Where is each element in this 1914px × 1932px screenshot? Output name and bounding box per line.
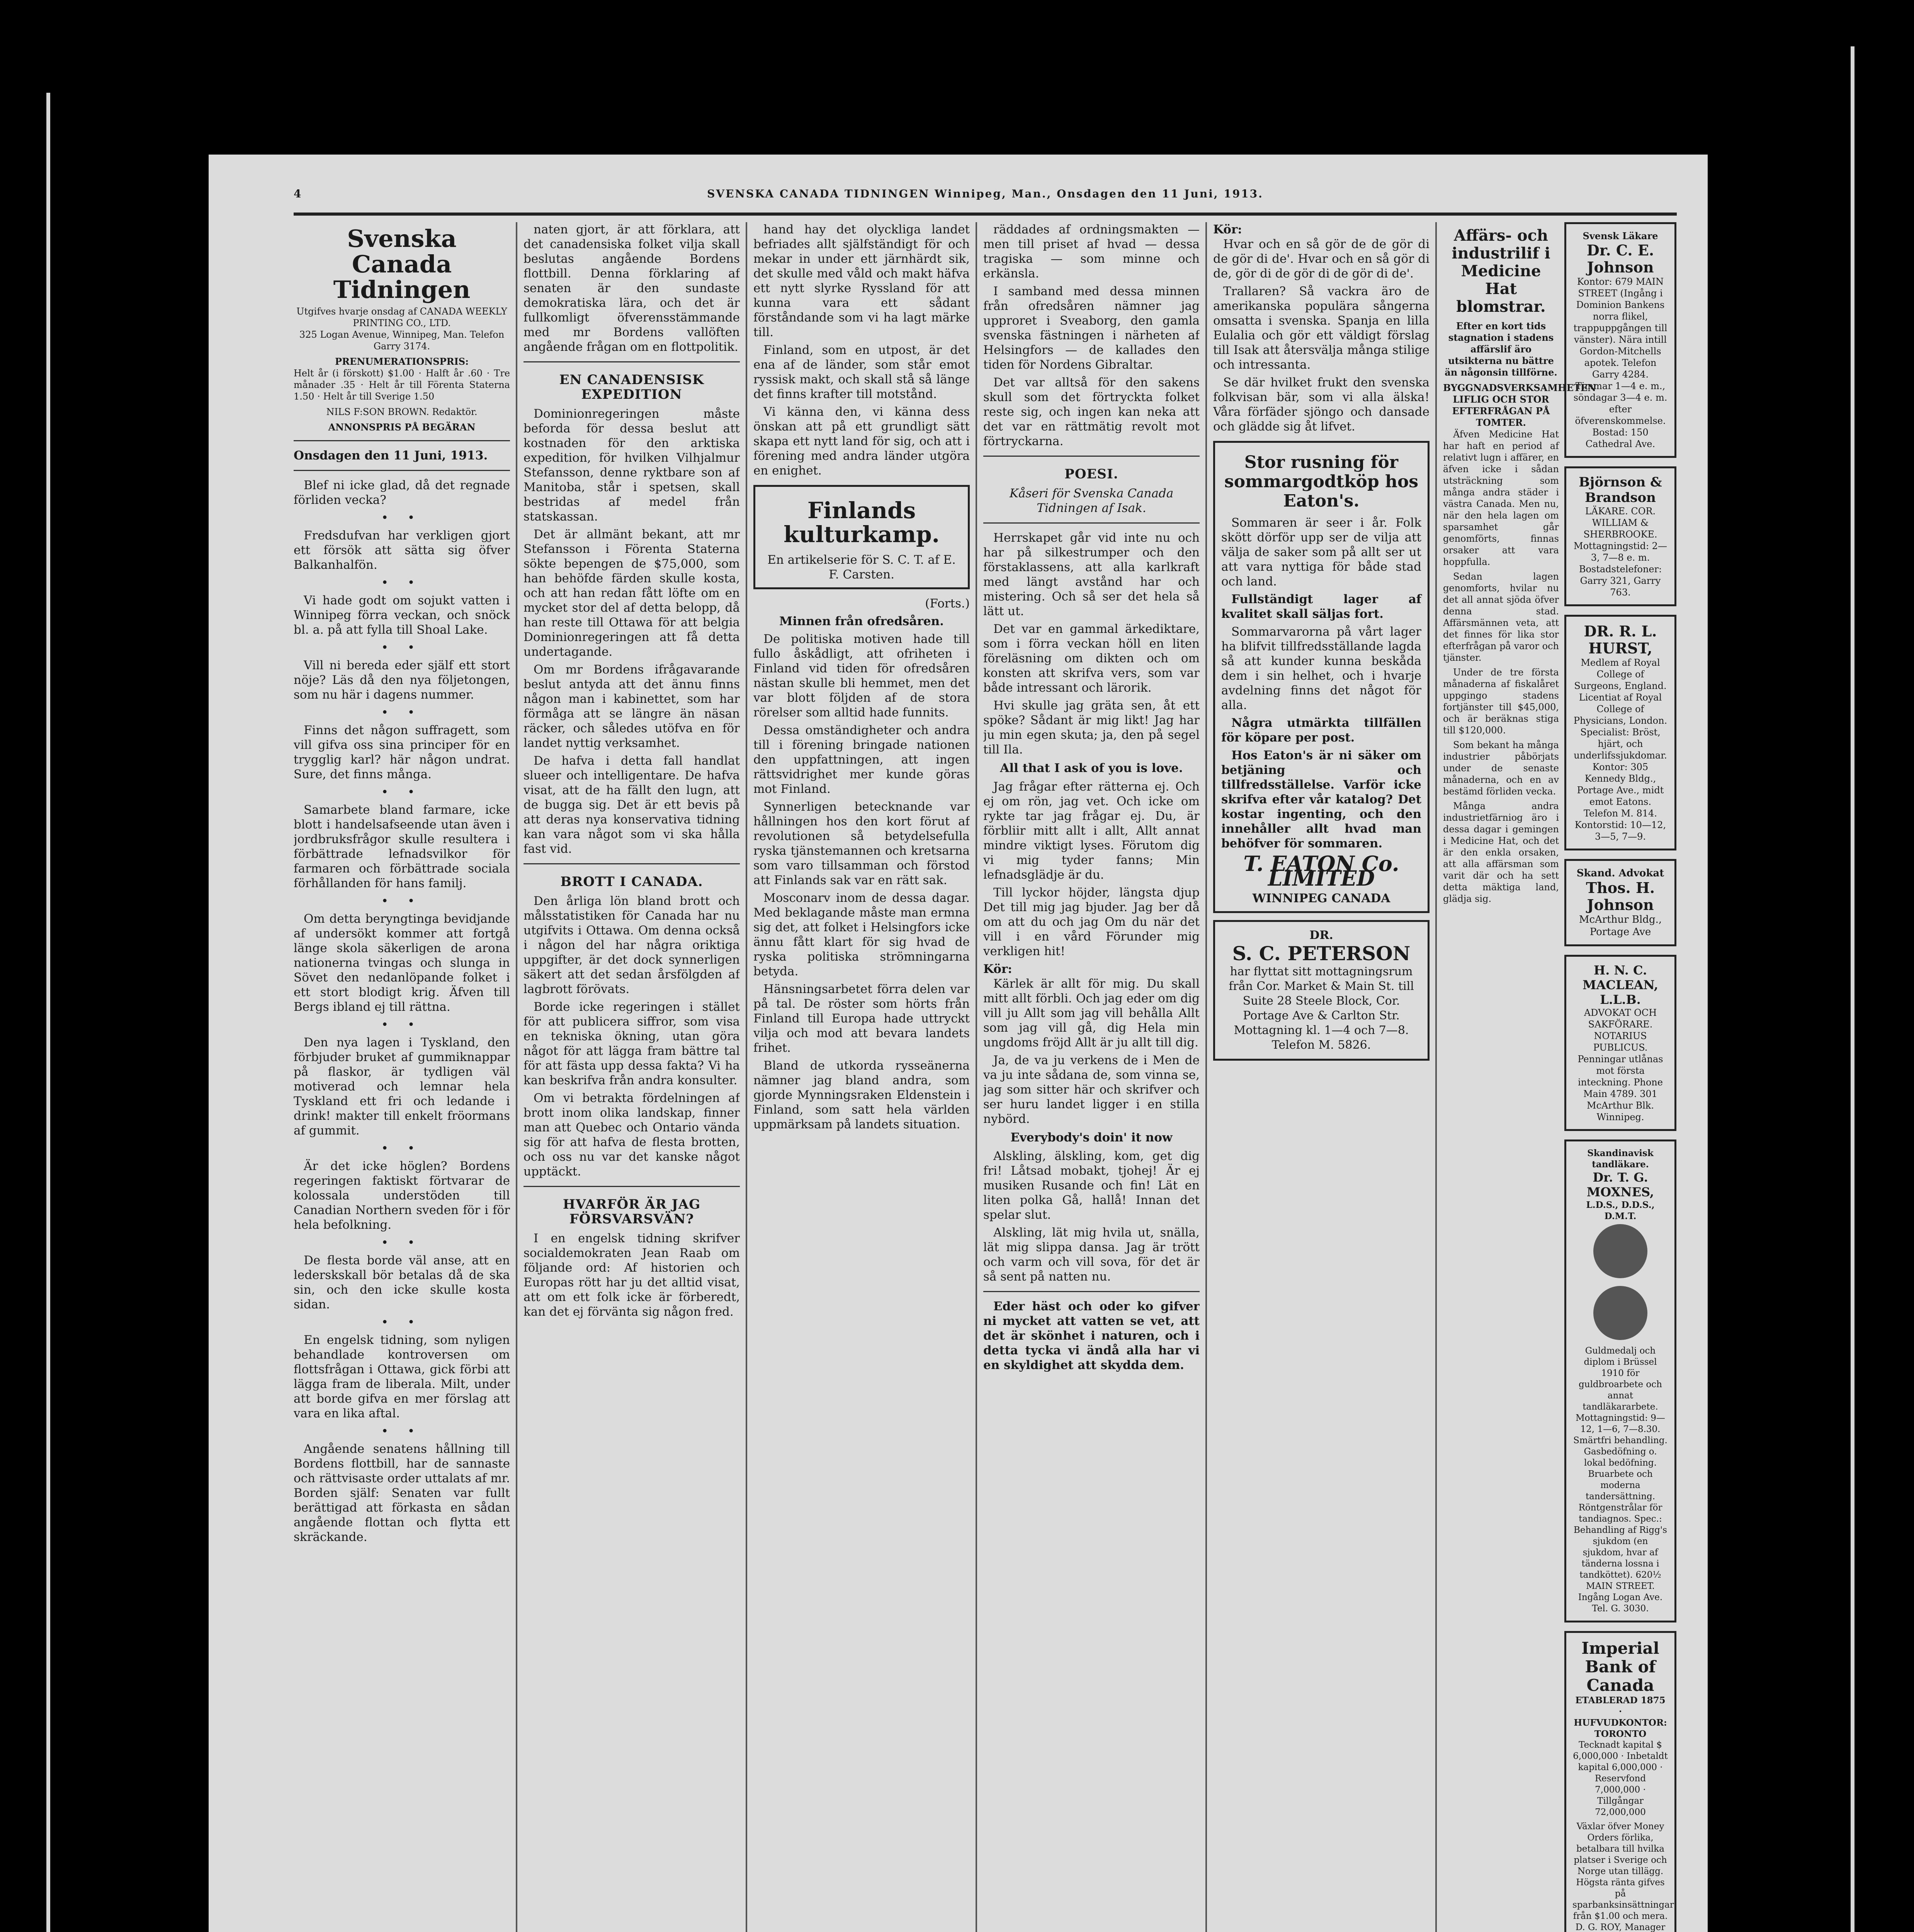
finland-title: Finlands kulturkamp.: [784, 497, 940, 548]
subscription-heading: PRENUMERATIONSPRIS:: [335, 356, 469, 367]
column-3: [753, 222, 970, 1932]
article-paragraph: Hänsningsarbetet förra delen var på tal. De röster som hörts från Finland till Europa hade uttryckt vilja och mod att bevara landets frihet.: [753, 982, 970, 1055]
doctor-details: Medlem af Royal College of Surgeons, England. Licentiat af Royal College of Physicians, London. Specialist: Bröst, hjärt, och underlifssjukdomar. Kontor: 305 Kennedy Bldg., Portage Ave., midt emot Eatons. Telefon M. 814. Kontorstid: 10—12, 3—5, 7—9.: [1573, 657, 1668, 842]
medal-portraits: [1572, 1222, 1668, 1345]
page-number: 4: [294, 187, 303, 200]
article-heading-expedition: EN CANADENSISK EXPEDITION: [559, 372, 704, 402]
section-subheading: Minnen från ofredsåren.: [779, 614, 944, 628]
article-paragraph: Vi känna den, vi känna dess önskan att på ett grundligt sätt skapa ett nytt land för sig, och att i förening med andra länder utgöra en enighet.: [753, 405, 970, 478]
article-paragraph: hand hay det olyckliga landet befriades allt själfständigt för och mekar in under ett järnhärdt sik, det skulle med våld och makt häfva ett nytt slyrke Ryssland för att kunna vara ett sådant förståndande som vi ha lagt märke till.: [753, 223, 970, 339]
medicine-hat-headline: Affärs- och industrilif i Medicine Hat blomstrar.: [1452, 226, 1550, 316]
poetry-heading: POESI.: [1064, 466, 1118, 482]
ad-paragraph: Sommaren är seer i år. Folk skött dörför upp ser de vilja att välja de saker som på allt ser ut att vara nyttiga för både stad och land.: [1221, 516, 1421, 588]
bank-details: Växlar öfver Money Orders förlika, betalbara till hvilka platser i Sverige och Norge utan tillägg. Högsta ränta gifves på sparbanksinsättningar från $1.00 och mera. D. G. ROY, Manager: [1572, 1821, 1674, 1932]
chorus-label: Kör:: [983, 962, 1012, 976]
article-paragraph: Eder häst och oder ko gifver ni mycket att vatten se vet, att det är skönhet i naturen, och i detta tycka vi ändå alla har vi en skyldighet att skydda dem.: [983, 1299, 1200, 1372]
moxnes-advertisement: [1564, 1139, 1676, 1622]
divider: [524, 361, 740, 362]
column-2: [524, 222, 740, 1932]
professional-ads: [1564, 222, 1676, 1932]
header-rule: [294, 213, 1677, 216]
editorial-paragraph: Fredsdufvan har verkligen gjort ett försök att sätta sig öfver Balkanhalfön.: [294, 529, 510, 572]
verse: Kärlek är allt för mig. Du skall mitt allt förbli. Och jag eder om dig vill ju Allt som jag vill behålla Allt som jag vill gå, dig Hela min ungdoms fröjd Allt är ju allt till dig.: [983, 977, 1200, 1049]
newspaper-page: [209, 155, 1708, 1932]
separator: • •: [381, 1236, 423, 1250]
editorial-paragraph: Om detta beryngtinga bevidjande af undersökt kommer att fortgå länge skola säkerligen de arona nationerna tvingas och slunga in Sövet den nedanlöpande folket i ett stort blodigt krig. Äfven till Bergs ibland ej till rättna.: [294, 912, 510, 1014]
verse: Alskling, älskling, kom, get dig fri! Låtsad mobakt, tjohej! Är ej musiken Rusande och fin! Lät en liten polka Gå, hallå! Innan det spelar slut.: [983, 1149, 1200, 1222]
editorial-paragraph: Blef ni icke glad, då det regnade förliden vecka?: [294, 478, 510, 507]
dentist-details: Guldmedalj och diplom i Brüssel 1910 för guldbroarbete och annat tandläkararbete. Mottagningstid: 9—12, 1—6, 7—8.30. Smärtfri behandling. Gasbedöfning o. lokal bedöfning. Bruarbete och moderna tandersättning. Röntgenstrålar för tandiagnos. Spec.: Behandling af Rigg's sjukdom (en sjukdom, hvar af tänderna lossna i tandköttet). 620½ MAIN STREET. Ingång Logan Ave. Tel. G. 3030.: [1573, 1346, 1668, 1614]
separator: • •: [381, 785, 423, 799]
article-paragraph: De politiska motiven hade till fullo åskådligt, att ofriheten i Finland vid tiden för ofredsåren nästan skulle bli hemmet, men det var blott följden af de stora rörelser som alltid hade funnits.: [753, 632, 970, 719]
article-paragraph: Hvi skulle jag gräta sen, åt ett spöke? Sådant är mig likt! Jag har ju min egen skuta; ja, den på segel till Ila.: [983, 699, 1200, 757]
publisher-address: 325 Logan Avenue, Winnipeg, Man. Telefon Garry 3174.: [299, 329, 505, 352]
article-paragraph: Dominionregeringen måste beforda för dessa beslut att kostnaden för den arktiska expedition, för hvilken Vilhjalmur Stefansson, denne ryktbare son af Manitoba, står i spetsen, skall bestridas af medel från statskassan.: [524, 407, 740, 524]
doctor-name: S. C. PETERSON: [1232, 942, 1411, 965]
issue-date: Onsdagen den 11 Juni, 1913.: [294, 449, 488, 463]
ad-label: Skandinavisk tandläkare.: [1587, 1148, 1654, 1170]
column-rule: [516, 222, 517, 1932]
separator: • •: [381, 641, 423, 655]
bank-figures: Tecknadt kapital $ 6,000,000 · Inbetaldt kapital 6,000,000 · Reservfond 7,000,000 · Tillgångar 72,000,000: [1573, 1740, 1668, 1817]
article-paragraph: Det är allmänt bekant, att mr Stefansson i Förenta Staterna sökte bepengen de $75,000, som han behöfde färden skulle kosta, och att han redan fått löfte om en mycket stor del af detta belopp, då han reste till Ottawa för att belgia Dominionregeringen att få detta undertagande.: [524, 527, 740, 659]
medal-portrait-icon: [1593, 1286, 1647, 1340]
article-paragraph: Som bekant ha många industrier påbörjats under de senaste månaderna, och en av bestämd förliden vecka.: [1443, 740, 1559, 797]
dentist-degrees: L.D.S., D.D.S., D.M.T.: [1586, 1200, 1655, 1221]
doctor-details: Kontor: 679 MAIN STREET (Ingång i Dominion Bankens norra flikel, trappuppgången till vänster). Nära intill Gordon-Mitchells apotek. Telefon Garry 4284. Timmar 1—4 e. m., söndagar 3—4 e. m. efter öfverenskommelse. Bostad: 150 Cathedral Ave.: [1573, 276, 1668, 449]
publisher-line: Utgifves hvarje onsdag af CANADA WEEKLY PRINTING CO., LTD.: [296, 306, 507, 328]
editorial-paragraph: Finns det någon suffragett, som vill gifva oss sina principer för en trygglig karl? här någon undrat. Sure, det finns många.: [294, 723, 510, 781]
verse: Alskling, lät mig hvila ut, snälla, lät mig slippa dansa. Jag är trött och varm och vill sova, för det är så sent på natten nu.: [983, 1226, 1200, 1284]
column-6: [1443, 222, 1677, 1932]
johnson-lawyer-advertisement: [1564, 859, 1676, 946]
verse: Hvar och en så gör de de gör di de gör di de'. Hvar och en så gör di de, gör di de gör di de gör di de'.: [1213, 237, 1430, 281]
johnson-advertisement: [1564, 222, 1676, 458]
article-paragraph: Finland, som en utpost, är det ena af de länder, som står emot ryssisk makt, och skall stå så länge det finns krafter till motstånd.: [753, 343, 970, 401]
separator: • •: [381, 706, 423, 719]
ad-paragraph: Sommarvarorna på vårt lager ha blifvit tillfredsställande lagda så att kunder kunna beskåda dem i sin helhet, och i hvarje avdelning finns det något för alla.: [1221, 625, 1421, 712]
article-paragraph: räddades af ordningsmakten — men till priset af hvad — dessa tragiska — som minne och erkänsla.: [983, 223, 1200, 281]
separator: • •: [381, 511, 423, 525]
separator: • •: [381, 1018, 423, 1032]
ad-paragraph: Hos Eaton's är ni säker om betjäning och tillfredsställelse. Varför icke skrifva efter vår katalog? Det kostar ingenting, och den innehåller allt hvad man behöfver för sommaren.: [1221, 748, 1421, 850]
article-paragraph: Trallaren? Så vackra äro de amerikanska populära sångerna omsatta i svenska. Spanja en lilla Eulalia och gör ett väldigt förslag till Isak att återsvälja många stilige och intressanta.: [1213, 284, 1430, 372]
editorial-paragraph: Vill ni bereda eder själf ett stort nöje? Läs då den nya följetongen, som nu här i dagens nummer.: [294, 658, 510, 702]
dentist-name: Dr. T. G. MOXNES,: [1586, 1170, 1654, 1199]
article-paragraph: Dessa omständigheter och andra till i förening bringade nationen den uppfattningen, att ingen rättsvidrighet mer kunde göras mot Finland.: [753, 723, 970, 796]
doctor-name: Björnson & Brandson: [1579, 474, 1662, 505]
bank-established: ETABLERAD 1875 · HUFVUDKONTOR: TORONTO: [1574, 1695, 1667, 1739]
medicine-hat-article: [1443, 222, 1596, 1932]
lawyer-name: Thos. H. Johnson: [1586, 879, 1655, 913]
scan-edge-left: [46, 93, 50, 1932]
column-5: [1213, 222, 1430, 1932]
editorial-paragraph: Den nya lagen i Tyskland, den förbjuder bruket af gummiknappar på flaskor, är tydligen väl motiverad och lemnar hela Tyskland ett fri och ledande i drink! makter till enkelt fröormans af gummit.: [294, 1036, 510, 1138]
eaton-logo: T. EATON Co. LIMITED: [1243, 851, 1399, 891]
separator: • •: [381, 1424, 423, 1438]
column-rule: [1205, 222, 1207, 1932]
column-rule: [746, 222, 747, 1932]
editor-credit: NILS F:SON BROWN. Redaktör.: [326, 406, 478, 417]
doctor-name: DR. R. L. HURST,: [1584, 622, 1657, 657]
running-title: SVENSKA CANADA TIDNINGEN Winnipeg, Man., Onsdagen den 11 Juni, 1913.: [707, 187, 1263, 200]
doctor-prefix: DR.: [1309, 929, 1333, 942]
bank-name: Imperial Bank of Canada: [1581, 1639, 1659, 1695]
article-paragraph: Sedan lagen genomforts, hvilar nu det all annat sjöda öfver denna stad. Affärsmännen veta, att det finnes för lika stor efterfrågan på varor och tjänster.: [1443, 571, 1559, 663]
finland-subtitle: En artikelserie för S. C. T. af E. F. Carsten.: [767, 553, 956, 582]
ad-paragraph: Några utmärkta tillfällen för köpare per post.: [1221, 716, 1421, 745]
song-title: All that I ask of you is love.: [1000, 761, 1183, 775]
eaton-headline: Stor rusning för sommargodtköp hos Eaton's.: [1224, 452, 1419, 511]
lawyer-details: ADVOKAT OCH SAKFÖRARE. NOTARIUS PUBLICUS. Penningar utlånas mot första inteckning. Phone Main 4789. 301 McArthur Blk. Winnipeg.: [1577, 1007, 1663, 1122]
ad-label: Skand. Advokat: [1576, 867, 1664, 879]
article-paragraph: Det var alltså för den sakens skull som det förtryckta folket reste sig, och ingen kan neka att det var en rättmätig revolt mot förtryckarna.: [983, 376, 1200, 448]
editorial-paragraph: De flesta borde väl anse, att en lederskskall bör betalas då de ska sin, och den icke skulle kosta sidan.: [294, 1253, 510, 1311]
lawyer-address: McArthur Bldg., Portage Ave: [1579, 914, 1662, 938]
editorial-paragraph: Angående senatens hållning till Bordens flottbill, har de sannaste och rättvisaste order uttalats af mr. Borden själf: Senaten var fullt berättigad att förkasta en sådan angående flottan och flytta ett skräckande.: [294, 1442, 510, 1544]
subscription-prices: Helt år (i förskott) $1.00 · Halft år .60 · Tre månader .35 · Helt år till Förenta Staterna 1.50 · Helt år till Sverige 1.50: [294, 368, 510, 402]
article-paragraph: Under de tre första månaderna af fiskalåret uppgingo stadens fortjänster till $45,000, och är beräknas stiga till $120,000.: [1443, 667, 1559, 736]
article-paragraph: Synnerligen betecknande var hållningen hos den kort förut af revolutionen så betydelsefulla ryska tjänstemannen och kretsarna som varo tillsamman och förstod att Finlands sak var en rätt sak.: [753, 800, 970, 887]
maclean-advertisement: [1564, 955, 1676, 1131]
article-paragraph: Bland de utkorda rysseänerna nämner jag bland andra, som gjorde Mynningsraken Eldenstein i Finland, som satt hela världen uppmärksam på landets situation.: [753, 1059, 970, 1131]
column-rule: [1435, 222, 1437, 1932]
finland-heading-box: [753, 485, 970, 589]
peterson-advertisement: [1213, 920, 1430, 1061]
article-paragraph: Den årliga lön bland brott och målsstatistiken för Canada har nu utgifvits i Ottawa. Om denna också i någon del har några oriktiga uppgifter, är det dock synnerligen säkert att det sedan årsfölgden af lagbrott förövats.: [524, 894, 740, 996]
eaton-advertisement: [1213, 441, 1430, 913]
column-rule: [976, 222, 977, 1932]
song-title: Everybody's doin' it now: [1010, 1131, 1173, 1145]
divider: [983, 1291, 1200, 1292]
medicine-hat-subhead: Efter en kort tids stagnation i stadens affärslif äro utsikterna nu bättre än någonsin tillförne.: [1445, 320, 1557, 378]
divider: [294, 440, 510, 441]
separator: • •: [381, 1315, 423, 1329]
continued-note: (Forts.): [925, 597, 970, 611]
divider: [983, 522, 1200, 524]
masthead: Svenska Canada Tidningen: [333, 224, 471, 304]
article-paragraph: Om vi betrakta fördelningen af brott inom olika landskap, finner man att Quebec och Ontario vända sig för att hafva de flesta brotten, och oss nu var det kanske något upptäckt.: [524, 1091, 740, 1179]
separator: • •: [381, 894, 423, 908]
editorial-paragraph: Vi hade godt om sojukt vatten i Winnipeg förra veckan, och snöck bl. a. på att fylla till Shoal Lake.: [294, 594, 510, 637]
separator: • •: [381, 1141, 423, 1155]
divider: [524, 863, 740, 864]
column-1: [294, 222, 510, 1932]
article-paragraph: I samband med dessa minnen från ofredsåren nämner jag upproret i Sveaborg, den gamla svenska fästningen i närheten af Helsingfors — de kallades den tiden för Nordens Gibraltar.: [983, 284, 1200, 372]
article-paragraph: Se där hvilket frukt den svenska folkvisan bär, som vi alla älska! Våra förfäder sjöngo och dansade och glädde sig åt lifvet.: [1213, 376, 1430, 434]
poetry-byline: Kåseri för Svenska Canada Tidningen af Isak.: [1009, 486, 1174, 515]
divider: [983, 456, 1200, 457]
article-paragraph: Borde icke regeringen i stället för att publicera siffror, som visa en tekniska ökning, utan göra något för att lägga fram bättre tal för att fästa upp dessa fakta? Vi ha kan beskrifva från andra konsulter.: [524, 1000, 740, 1087]
doctor-details: LÄKARE. COR. WILLIAM & SHERBROOKE. Mottagningstid: 2—3, 7—8 e. m. Bostadstelefoner: Garry 321, Garry 763.: [1574, 506, 1667, 598]
verse: Till lyckor höjder, längsta djup Det till mig jag bjuder. Jag ber då om att du och jag Om du när det vill i en vård Förunder mig verkligen hit!: [983, 886, 1200, 958]
article-paragraph: naten gjort, är att förklara, att det canadensiska folket vilja skall beslutas angående Bordens flottbill. Denna förklaring af senaten är den sundaste demokratiska lära, och det är fullkomligt öfverensstämmande med mr Bordens vallöften angående frågan om en flottpolitik.: [524, 223, 740, 354]
article-paragraph: Mosconarv inom de dessa dagar. Med beklagande måste man ermna sig det, att folket i Helsingfors icke ännu fått klart för sig hvad de ryska politiska strömningarna betyda.: [753, 891, 970, 978]
lawyer-name: H. N. C. MACLEAN, L.L.B.: [1583, 963, 1658, 1007]
article-heading-crime: BROTT I CANADA.: [560, 874, 703, 889]
medal-portrait-icon: [1593, 1224, 1647, 1278]
verse: Jag frågar efter rätterna ej. Och ej om rön, jag vet. Och icke om rykte tar jag frågar ej. Du, är förbliir mitt allt i allt, Allt annat mindre viktigt lyses. Förutom dig vi mig tyder fanns; Min lefnadsglädje är du.: [983, 780, 1200, 882]
doctor-name: Dr. C. E. Johnson: [1586, 242, 1654, 276]
doctor-details: har flyttat sitt mottagningsrum från Cor. Market & Main St. till Suite 28 Steele Block, Cor. Portage Ave & Carlton Str. Mottagning kl. 1—4 och 7—8. Telefon M. 5826.: [1229, 965, 1414, 1052]
article-paragraph: Ja, de va ju verkens de i Men de va ju inte sådana de, som vinna se, jag som sitter här och skrifver och ser huru landet ligger i en stilla nybörd.: [983, 1053, 1200, 1126]
divider: [294, 470, 510, 471]
divider: [524, 1186, 740, 1187]
editorial-paragraph: Samarbete bland farmare, icke blott i handelsafseende utan även i jordbruksfrågor skulle resultera i förbättrade lefnadsvilkor för farmaren och förbättrade sociala förhållanden för hans familj.: [294, 803, 510, 890]
ad-label: Svensk Läkare: [1583, 230, 1658, 242]
article-paragraph: Många andra industrietfärniog äro i dessa dagar i gemingen i Medicine Hat, och det är den enkla orsaken, att alla affärsman som varit där och ha sett detta mäktiga land, glädja sig.: [1443, 801, 1559, 904]
article-paragraph: Herrskapet går vid inte nu och har på silkestrumper och den förstaklassens, att alla karlkraft med längt avstånd har och mistering. Och så ser det hela så lätt ut.: [983, 531, 1200, 618]
ad-rates: ANNONSPRIS PÅ BEGÄRAN: [328, 422, 476, 433]
bjornson-advertisement: [1564, 466, 1676, 606]
article-paragraph: Äfven Medicine Hat har haft en period af relativt lugn i affärer, en äfven icke i sådan utsträckning som många andra städer i västra Canada. Men nu, när den hela lagen om sparsamhet går genomförts, finnas orsaker att vara hoppfulla.: [1443, 429, 1559, 567]
ad-paragraph: Fullständigt lager af kvalitet skall säljas fort.: [1221, 592, 1421, 621]
article-paragraph: Det var en gammal ärkediktare, som i förra veckan höll en liten föreläsning om dikten och om konsten att skrifva vers, som var både intressant och lärorik.: [983, 622, 1200, 695]
medicine-hat-subhead-2: BYGGNADSVERKSAMHETEN LIFLIG OCH STOR EFTERFRÅGAN PÅ TOMTER.: [1443, 382, 1596, 428]
editorial-paragraph: Är det icke höglen? Bordens regeringen faktiskt förtvarar de kolossala understöden till Canadian Northern sveden för i för hela befolkning.: [294, 1159, 510, 1232]
article-paragraph: Om mr Bordens ifrågavarande beslut antyda att det ännu finns någon man i kabinettet, som har förmåga att se längre än näsan räcker, och således utöfva en för landet nyttig verksamhet.: [524, 663, 740, 750]
chorus-label: Kör:: [1213, 223, 1242, 236]
page-header: [294, 187, 1677, 207]
article-paragraph: De hafva i detta fall handlat slueer och intelligentare. De hafva visat, att de ha fällt den lugn, att de bugga sig. Det är ett bevis på att deras nya konservativa tidning kan vara något som vi ska hålla fast vid.: [524, 754, 740, 856]
article-heading-defense: HVARFÖR ÄR JAG FÖRSVARSVÄN?: [563, 1197, 701, 1227]
hurst-advertisement: [1564, 615, 1676, 850]
article-paragraph: I en engelsk tidning skrifver socialdemokraten Jean Raab om följande ord: Af historien och Europas rött har ju det alltid visat, att om ett folk icke är förberedt, kan det ej förvänta sig någon fred.: [524, 1231, 740, 1319]
column-4: [983, 222, 1200, 1932]
eaton-city: WINNIPEG CANADA: [1252, 891, 1390, 905]
imperial-bank-advertisement: [1564, 1631, 1676, 1932]
editorial-paragraph: En engelsk tidning, som nyligen behandlade kontroversen om flottsfrågan i Ottawa, gick förbi att lägga fram de liberala. Milt, under att borde gifva en mer förslag att vara en lika aftal.: [294, 1333, 510, 1420]
separator: • •: [381, 576, 423, 590]
scan-edge-right: [1851, 46, 1855, 1932]
